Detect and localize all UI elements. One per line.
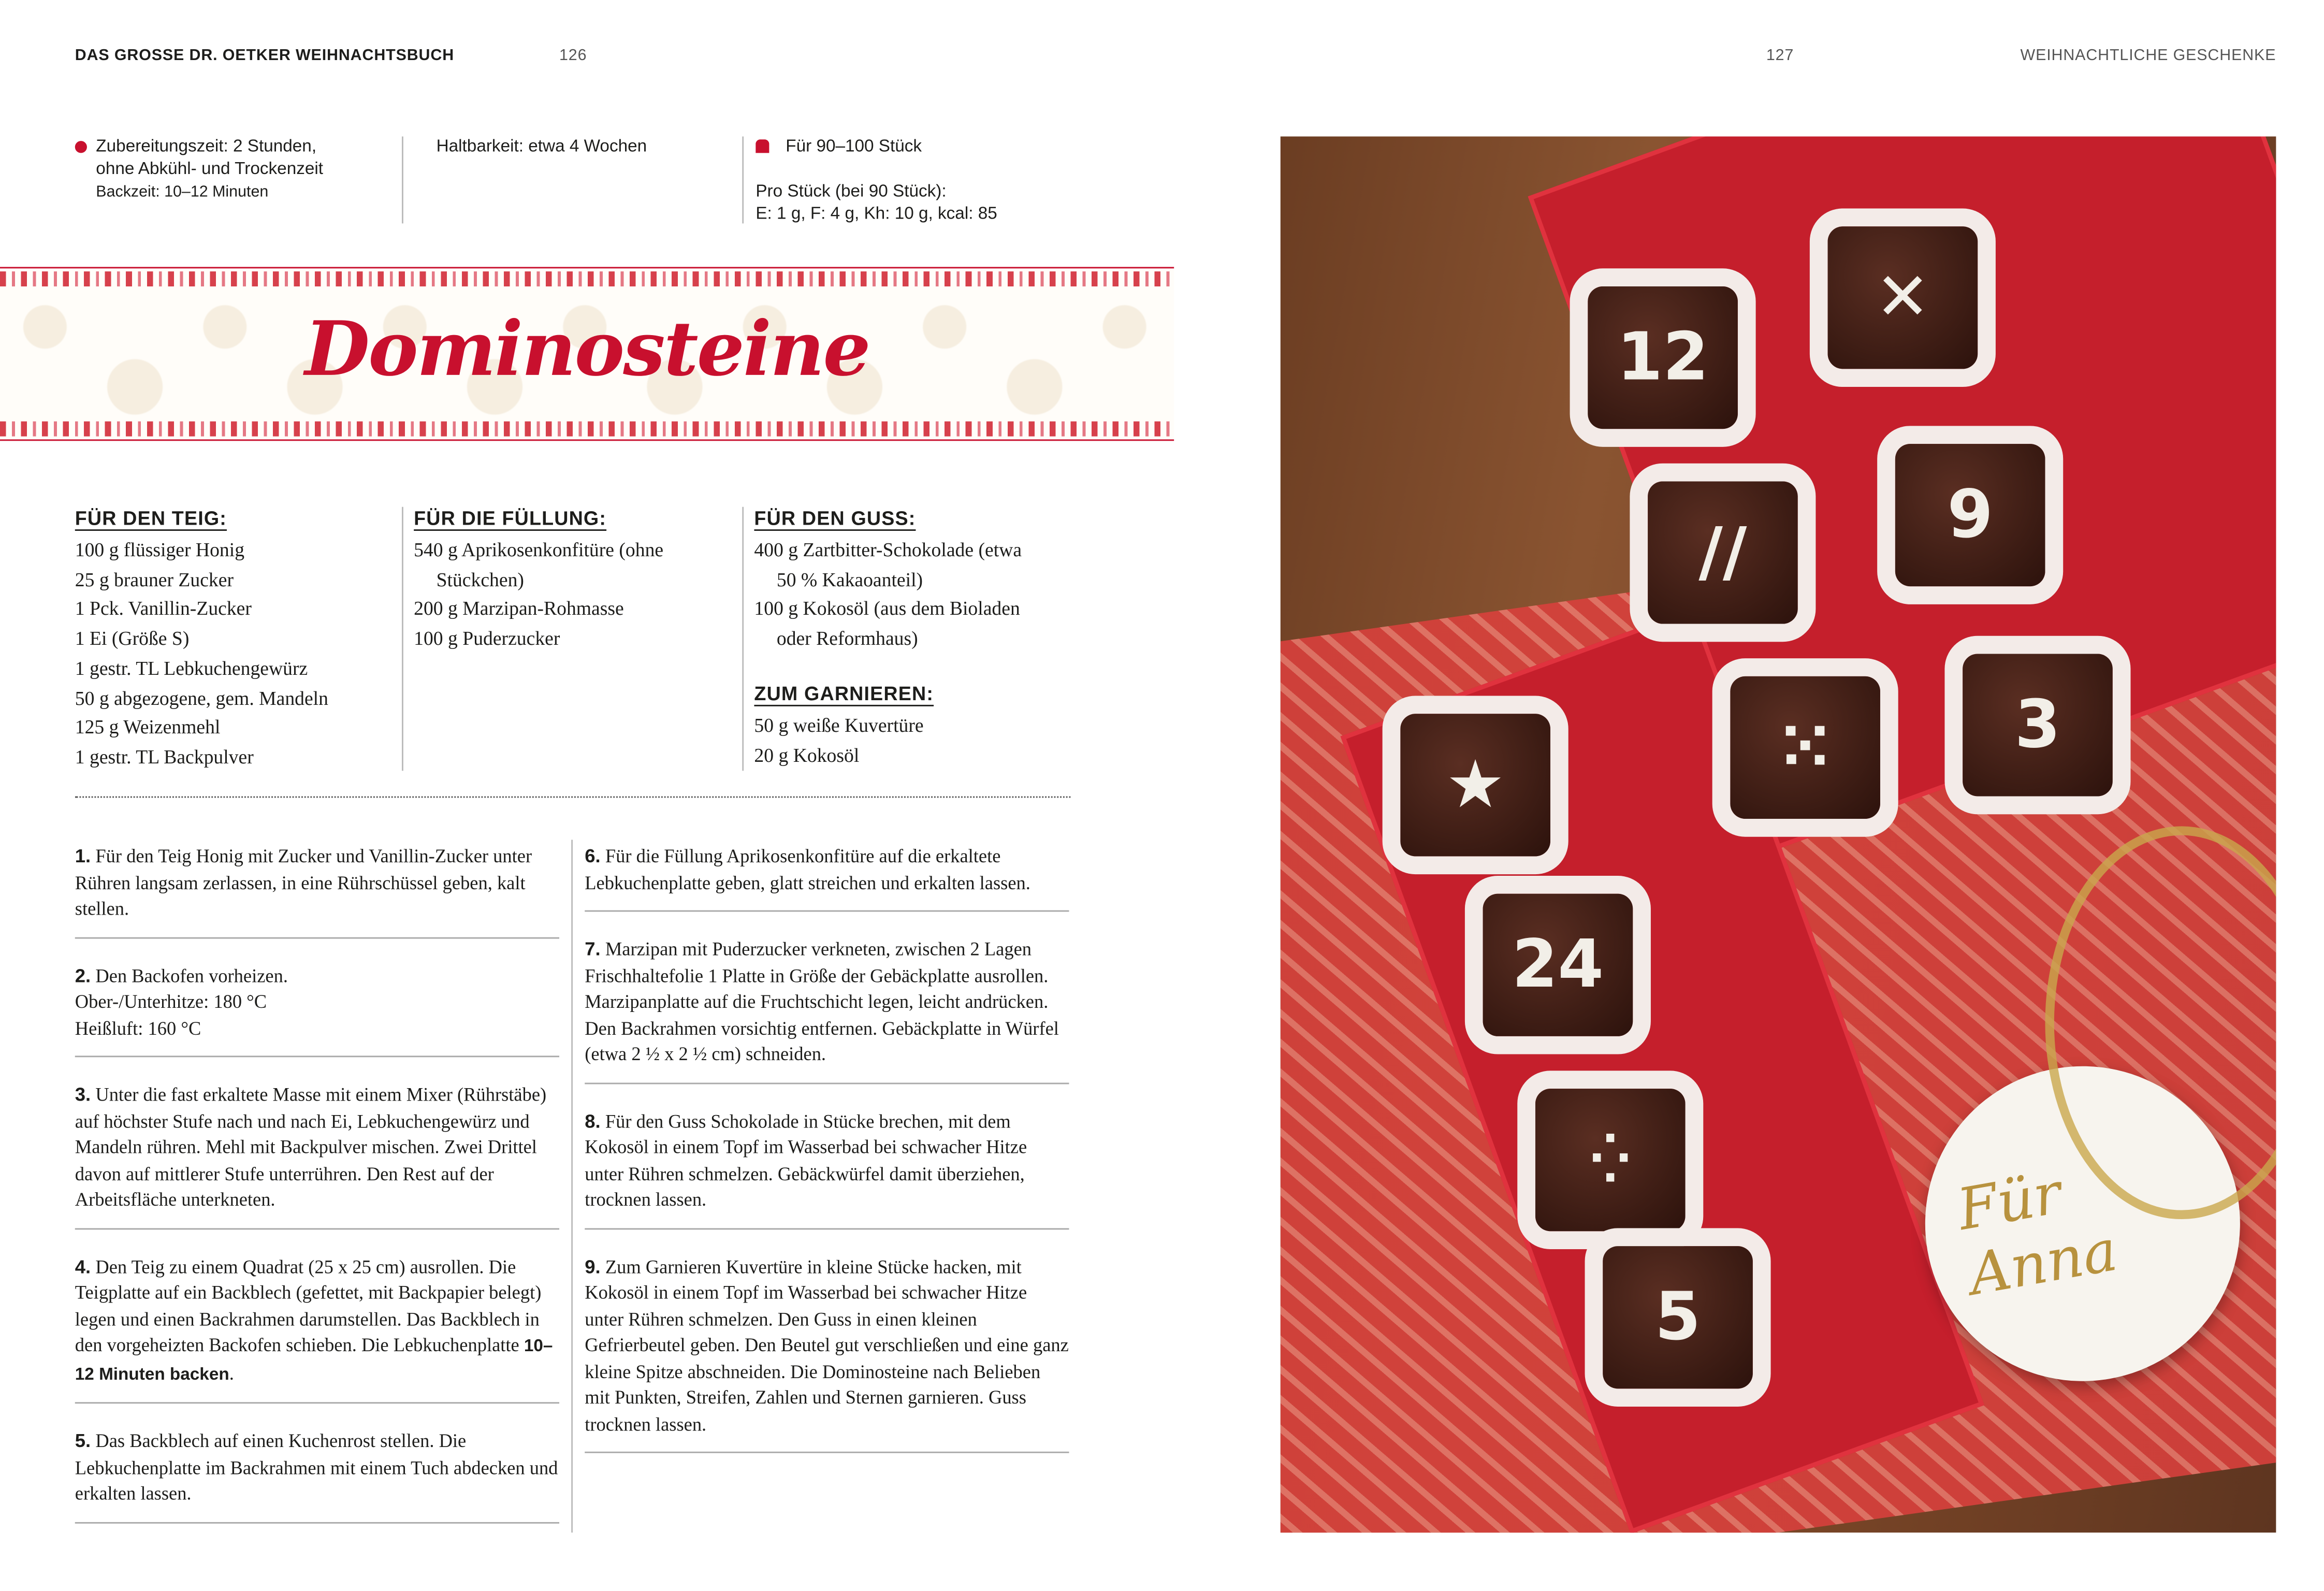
domino-chocolate: 9 — [1895, 444, 2045, 586]
step: 4. Den Teig zu einem Quadrat (25 x 25 cm) ausrollen. Die Teigplatte auf ein Backblech (gefettet, mit Backpapier belegt) legen und einen Backrahmen darumstellen. Das Backblech in den vorgeheizten Backofen schieben. Die Lebkuchenplatte 10–12 Minuten backen. — [75, 1254, 559, 1404]
domino-chocolate: ⁛ — [1535, 1089, 1686, 1231]
ingredient: 200 g Marzipan-Rohmasse — [414, 597, 624, 620]
yield: Für 90–100 Stück — [786, 138, 922, 156]
steps-column-1 — [75, 844, 559, 1548]
ingredient: 1 Pck. Vanillin-Zucker — [75, 597, 252, 620]
domino-chocolate: 12 — [1588, 286, 1738, 429]
bake-time: Backzeit: 10–12 Minuten — [96, 183, 269, 201]
ingredient: 20 g Kokosöl — [754, 743, 860, 766]
prep-line-1: Zubereitungszeit: 2 Stunden, — [96, 138, 317, 156]
ingredient: 100 g Kokosöl (aus dem Bioladen — [754, 597, 1020, 620]
step: 5. Das Backblech auf einen Kuchenrost stellen. Die Lebkuchenplatte im Backrahmen mit einem Tuch abdecken und erkalten lassen. — [75, 1429, 559, 1523]
ingredients-teig — [75, 507, 390, 772]
ingredient: 25 g brauner Zucker — [75, 568, 234, 590]
ingredients-heading: FÜR DEN GUSS: — [754, 507, 916, 530]
ingredient: 50 g weiße Kuvertüre — [754, 713, 924, 736]
ingredient: 50 g abgezogene, gem. Mandeln — [75, 686, 328, 709]
recipe-title: Dominosteine — [304, 304, 869, 393]
dotted-divider — [75, 797, 1071, 798]
gift-tag-text: Für Anna — [1953, 1160, 2122, 1308]
step: 6. Für die Füllung Aprikosenkonfitüre auf die erkaltete Lebkuchenplatte geben, glatt streichen und erkalten lassen. — [585, 844, 1069, 912]
ingredients-heading: FÜR DEN TEIG: — [75, 507, 227, 530]
ingredient: 400 g Zartbitter-Schokolade (etwa — [754, 538, 1022, 561]
ingredient: 540 g Aprikosenkonfitüre (ohne — [414, 538, 664, 561]
divider — [742, 136, 744, 223]
bell-icon — [756, 139, 769, 153]
steps-column-2 — [585, 844, 1069, 1479]
ingredient: 1 Ei (Größe S) — [75, 627, 190, 650]
banner-border-top — [0, 267, 1174, 268]
divider — [402, 136, 403, 223]
nutrition-label: Pro Stück (bei 90 Stück): — [756, 183, 947, 201]
recipe-photo — [1281, 136, 2276, 1532]
banner-border-bottom — [0, 439, 1174, 441]
divider — [402, 507, 403, 771]
step: 8. Für den Guss Schokolade in Stücke brechen, mit dem Kokosöl in einem Topf im Wasserbad bei schwacher Hitze unter Rühren schmelzen. Gebäckwürfel damit überziehen, trocknen lassen. — [585, 1109, 1069, 1229]
ingredient: 100 g Puderzucker — [414, 627, 560, 650]
ingredients-guss — [754, 507, 1084, 770]
prep-line-2: ohne Abkühl- und Trockenzeit — [96, 160, 324, 179]
snowflake-border-top — [0, 271, 1174, 286]
ingredient: 125 g Weizenmehl — [75, 715, 221, 739]
domino-chocolate: // — [1648, 481, 1798, 624]
ingredient: 50 % Kakaoanteil) — [776, 568, 923, 590]
ingredient: 1 gestr. TL Lebkuchengewürz — [75, 656, 308, 679]
clock-icon — [75, 141, 87, 153]
domino-chocolate: ★ — [1400, 714, 1550, 856]
domino-chocolate: 5 — [1603, 1246, 1753, 1388]
ingredients-heading: FÜR DIE FÜLLUNG: — [414, 507, 607, 530]
shelf-life: Haltbarkeit: etwa 4 Wochen — [436, 138, 647, 156]
page-number-right: 127 — [1766, 46, 1794, 65]
running-title-left: DAS GROSSE DR. OETKER WEIHNACHTSBUCH — [75, 46, 455, 65]
step: 7. Marzipan mit Puderzucker verkneten, zwischen 2 Lagen Frischhaltefolie 1 Platte in Größe der Gebäckplatte ausrollen. Marzipanplatte auf die Fruchtschicht legen, leicht andrücken. Den Backrahmen vorsichtig entfernen. Gebäckplatte in Würfel (etwa 2 ½ x 2 ½ cm) schneiden. — [585, 937, 1069, 1083]
nutrition-values: E: 1 g, F: 4 g, Kh: 10 g, kcal: 85 — [756, 205, 997, 224]
step: 1. Für den Teig Honig mit Zucker und Vanillin-Zucker unter Rühren langsam zerlassen, in eine Rührschüssel geben, kalt stellen. — [75, 844, 559, 938]
step: 9. Zum Garnieren Kuvertüre in kleine Stücke hacken, mit Kokosöl in einem Topf im Wasserbad bei schwacher Hitze unter Rühren schmelzen. Den Guss in einen kleinen Gefrierbeutel geben. Den Beutel gut verschließen und eine ganz kleine Spitze abschneiden. Die Dominosteine nach Belieben mit Punkten, Streifen, Zahlen und Sternen garnieren. Guss trocknen lassen. — [585, 1254, 1069, 1453]
ingredients-heading: ZUM GARNIEREN: — [754, 682, 934, 705]
domino-chocolate: ⁙ — [1730, 676, 1880, 819]
divider — [571, 840, 573, 1532]
running-title-right: WEIHNACHTLICHE GESCHENKE — [2020, 46, 2276, 65]
ingredient: 1 gestr. TL Backpulver — [75, 745, 254, 768]
yield-nutrition — [756, 136, 997, 226]
divider — [742, 507, 744, 771]
step: 3. Unter die fast erkaltete Masse mit einem Mixer (Rührstäbe) auf höchster Stufe nach und nach Ei, Lebkuchengewürz und Mandeln rühren. Mehl mit Backpulver mischen. Zwei Drittel davon auf mittlerer Stufe unterrühren. Den Rest auf der Arbeitsfläche unterkneten. — [75, 1083, 559, 1229]
domino-chocolate: 3 — [1963, 654, 2113, 796]
ingredient: Stückchen) — [436, 568, 524, 590]
snowflake-border-bottom — [0, 422, 1174, 437]
domino-chocolate: 24 — [1483, 894, 1633, 1036]
page-number-left: 126 — [559, 46, 587, 65]
ingredients-fuellung — [414, 507, 736, 654]
prep-time — [75, 136, 323, 204]
domino-chocolate: ✕ — [1828, 226, 1978, 369]
ingredient: oder Reformhaus) — [776, 627, 918, 650]
step: 2. Den Backofen vorheizen. Ober-/Unterhitze: 180 °C Heißluft: 160 °C — [75, 963, 559, 1057]
ingredient: 100 g flüssiger Honig — [75, 538, 245, 561]
